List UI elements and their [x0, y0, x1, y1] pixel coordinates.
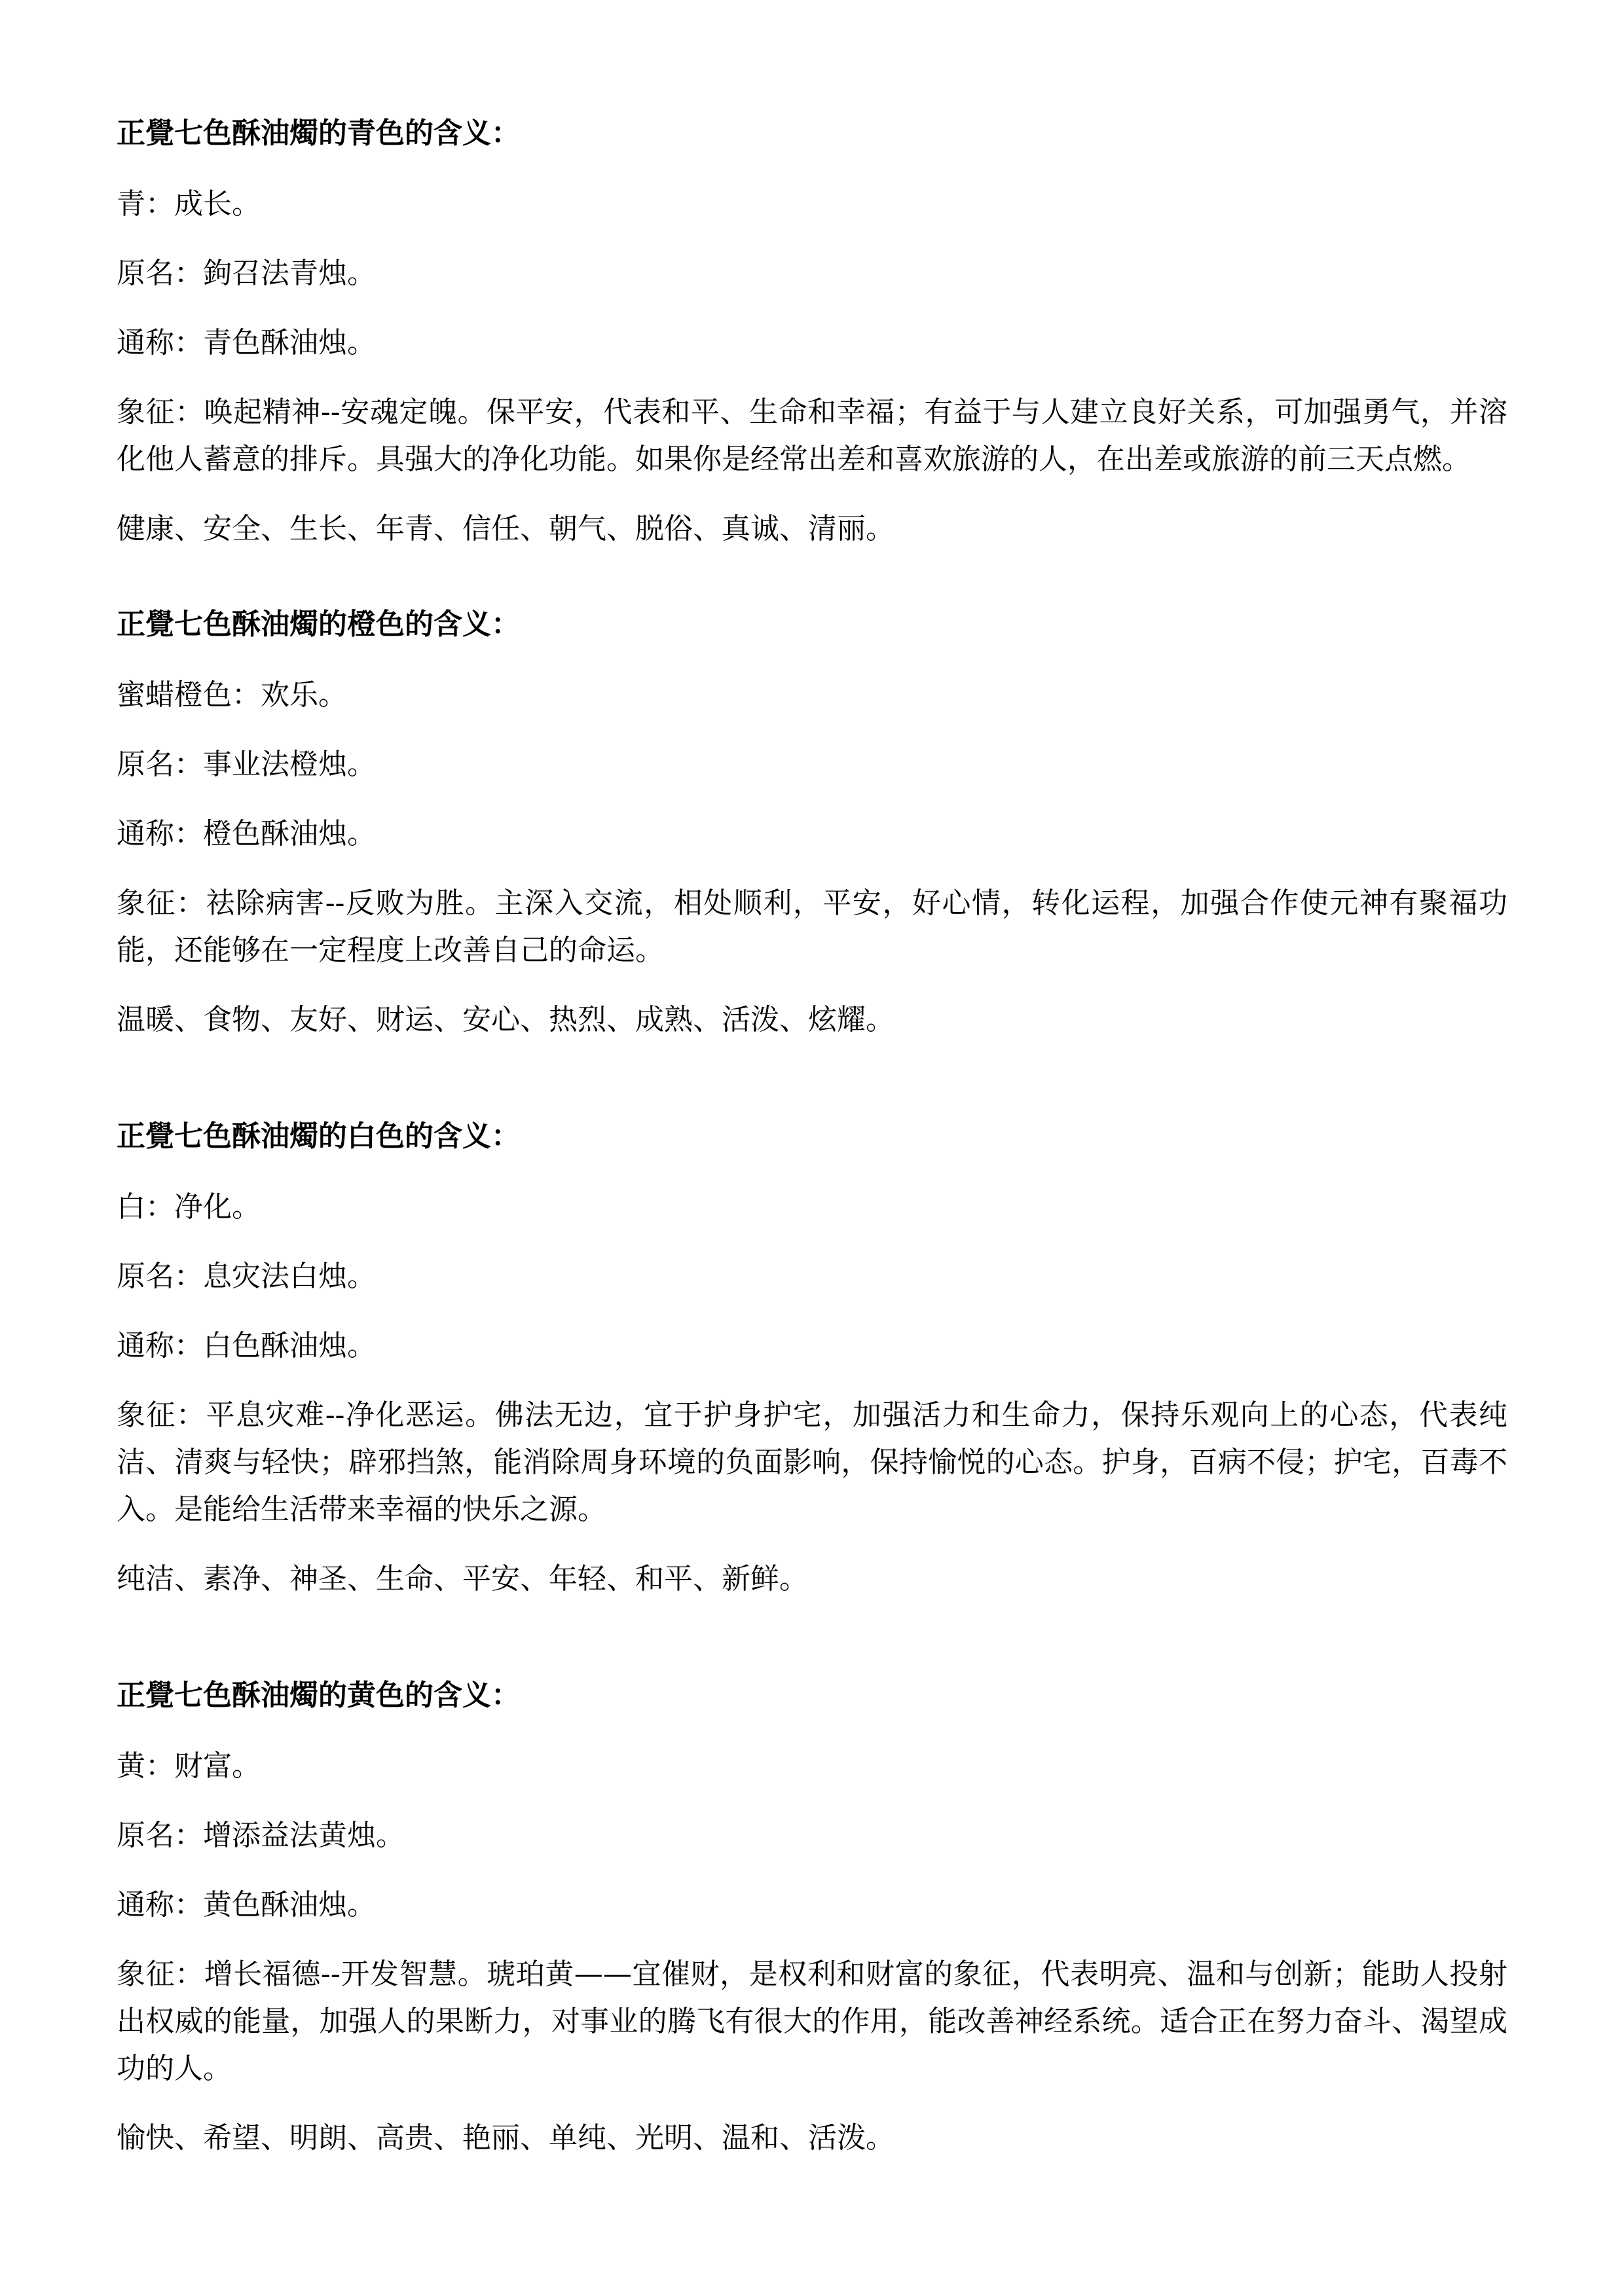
paragraph: 蜜蜡橙色：欢乐。	[117, 678, 347, 712]
section-cyan	[117, 110, 1507, 553]
paragraph: 愉快、希望、明朗、高贵、艳丽、单纯、光明、温和、活泼。	[117, 2121, 895, 2155]
section-heading: 正覺七色酥油燭的黄色的含义：	[117, 1679, 520, 1712]
paragraph: 象征：平息灾难--净化恶运。佛法无边，宜于护身护宅，加强活力和生命力，保持乐观向上的心态，代表纯洁、清爽与轻快；辟邪挡煞，能消除周身环境的负面影响，保持愉悦的心态。护身，百病不侵；护宅，百毒不入。是能给生活带来幸福的快乐之源。	[117, 1398, 1507, 1526]
paragraph: 健康、安全、生长、年青、信任、朝气、脱俗、真诚、清丽。	[117, 512, 895, 545]
paragraph: 温暖、食物、友好、财运、安心、热烈、成熟、活泼、炫耀。	[117, 1003, 895, 1036]
section-heading: 正覺七色酥油燭的橙色的含义：	[117, 608, 520, 641]
paragraph: 通称：白色酥油烛。	[117, 1329, 376, 1362]
paragraph: 青：成长。	[117, 187, 261, 221]
paragraph: 原名：事业法橙烛。	[117, 748, 376, 781]
paragraph: 原名：鉤召法青烛。	[117, 257, 376, 290]
section-heading: 正覺七色酥油燭的白色的含义：	[117, 1120, 520, 1153]
section-spacer	[117, 575, 1507, 601]
paragraph: 白：净化。	[117, 1190, 261, 1224]
paragraph: 象征：增长福德--开发智慧。琥珀黄——宜催财，是权利和财富的象征，代表明亮、温和与创新；能助人投射出权威的能量，加强人的果断力，对事业的腾飞有很大的作用，能改善神经系统。适合正在努力奋斗、渴望成功的人。	[117, 1958, 1507, 2085]
paragraph: 纯洁、素净、神圣、生命、平安、年轻、和平、新鲜。	[117, 1562, 808, 1595]
section-spacer	[117, 1625, 1507, 1672]
paragraph: 黄：财富。	[117, 1749, 261, 1783]
section-spacer	[117, 1066, 1507, 1113]
section-white	[117, 1113, 1507, 1603]
paragraph: 通称：青色酥油烛。	[117, 326, 376, 359]
section-orange	[117, 601, 1507, 1044]
paragraph: 原名：息灾法白烛。	[117, 1260, 376, 1293]
paragraph: 通称：橙色酥油烛。	[117, 817, 376, 850]
document-page	[117, 110, 1507, 2184]
paragraph: 通称：黄色酥油烛。	[117, 1888, 376, 1922]
paragraph: 原名：增添益法黄烛。	[117, 1819, 405, 1852]
paragraph: 象征：唤起精神--安魂定魄。保平安，代表和平、生命和幸福；有益于与人建立良好关系，可加强勇气，并溶化他人蓄意的排斥。具强大的净化功能。如果你是经常出差和喜欢旅游的人，在出差或旅游的前三天点燃。	[117, 395, 1507, 476]
section-heading: 正覺七色酥油燭的青色的含义：	[117, 117, 520, 150]
section-yellow	[117, 1672, 1507, 2162]
paragraph: 象征：祛除病害--反败为胜。主深入交流，相处顺利，平安，好心情，转化运程，加强合作使元神有聚福功能，还能够在一定程度上改善自己的命运。	[117, 886, 1507, 967]
